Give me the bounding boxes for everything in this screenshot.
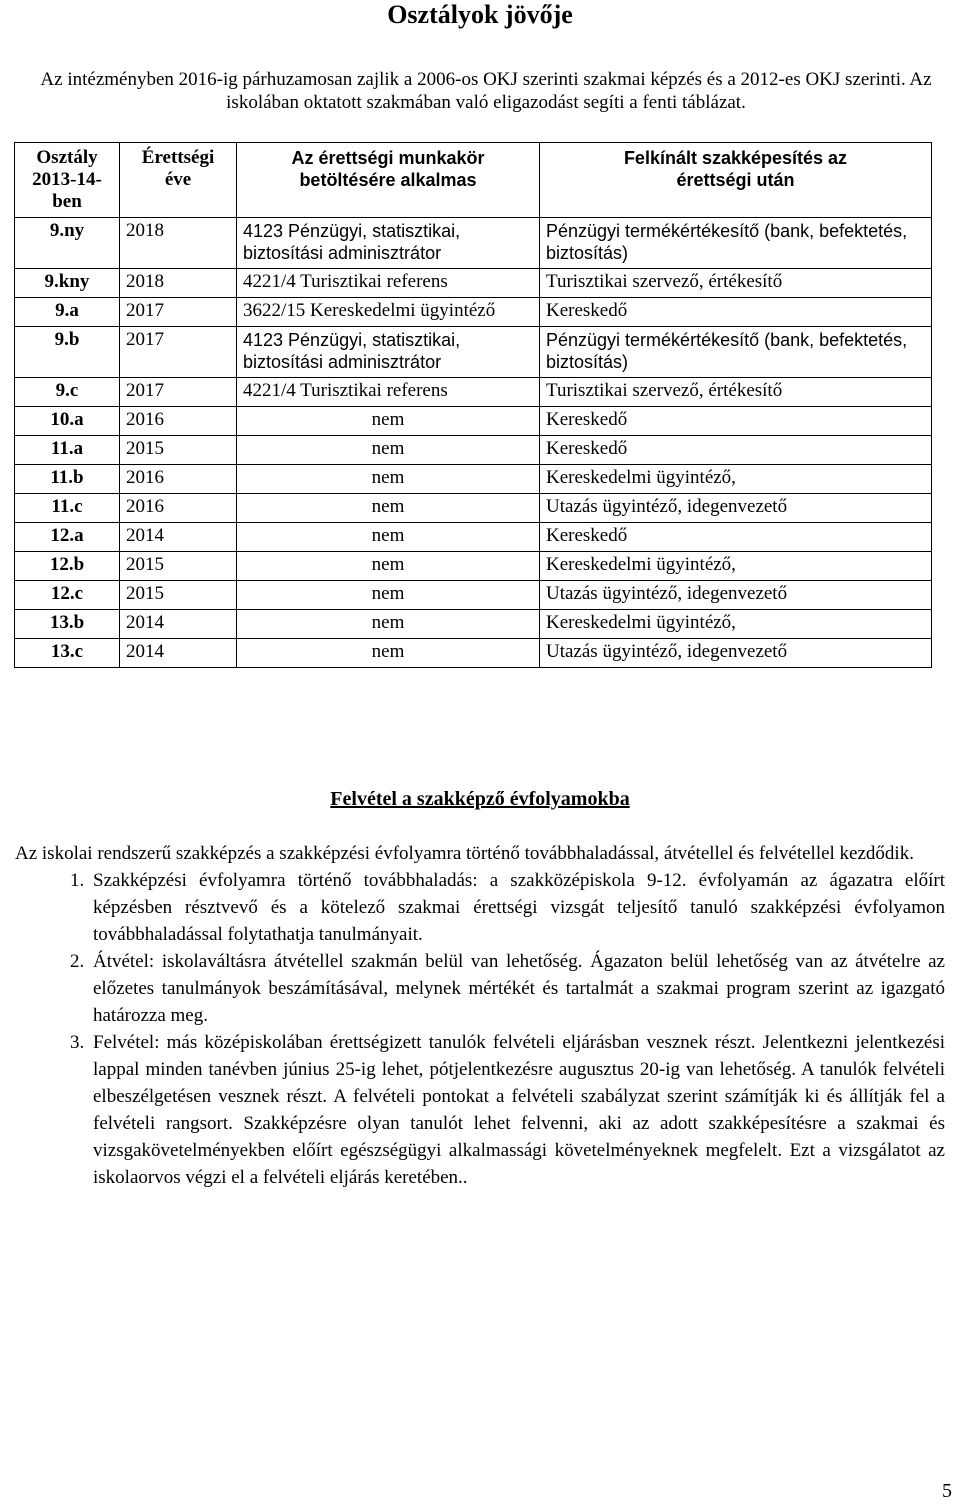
qualification-cell: Kereskedő [540, 436, 932, 465]
class-cell: 9.kny [15, 269, 120, 298]
qualification-cell: Kereskedő [540, 523, 932, 552]
class-cell: 12.c [15, 581, 120, 610]
qualification-cell: Kereskedelmi ügyintéző, [540, 465, 932, 494]
qualification-cell: Kereskedő [540, 407, 932, 436]
qualification-cell: Kereskedelmi ügyintéző, [540, 610, 932, 639]
qualification-cell: Kereskedelmi ügyintéző, [540, 552, 932, 581]
job-cell: nem [237, 610, 540, 639]
job-cell: nem [237, 639, 540, 668]
section-body [15, 840, 945, 1191]
qualification-cell: Turisztikai szervező, értékesítő [540, 269, 932, 298]
job-cell: 4221/4 Turisztikai referens [237, 269, 540, 298]
section-title: Felvétel a szakképző évfolyamokba [330, 788, 630, 810]
job-cell: nem [237, 581, 540, 610]
year-cell: 2017 [120, 327, 237, 378]
class-cell: 9.b [15, 327, 120, 378]
year-cell: 2018 [120, 269, 237, 298]
header-class: Osztály 2013-14- ben [15, 143, 120, 218]
year-cell: 2016 [120, 407, 237, 436]
job-cell: 4123 Pénzügyi, statisztikai, biztosítási adminisztrátor [237, 218, 540, 269]
header-qualification: Felkínált szakképesítés az érettségi után [540, 143, 932, 218]
class-cell: 10.a [15, 407, 120, 436]
year-cell: 2017 [120, 298, 237, 327]
class-cell: 11.a [15, 436, 120, 465]
list-item: 3. Felvétel: más középiskolában érettségizett tanulók felvételi eljárásban vesznek részt. Jelentkezni jelentkezési lappal minden tanévben június 25-ig lehet, pótjelentkezésre augusztus 20-ig van lehetőség. A tanulók felvételi elbeszélgetésen vesznek részt. A felvételi pontokat a felvételi szabályzat szerint számítják ki és állítják fel a felvételi rangsort. Szakképzésre olyan tanulót lehet felvenni, aki az adott szakképesítésre a szakmai és vizsgakövetelményekben előírt egészségügyi alkalmassági követelményeknek megfelelt. Ezt a vizsgálatot az iskolaorvos végzi el a felvételi eljárás keretében.. [89, 1029, 945, 1191]
year-cell: 2014 [120, 639, 237, 668]
table-row [15, 378, 932, 407]
class-cell: 12.a [15, 523, 120, 552]
year-cell: 2015 [120, 552, 237, 581]
qualification-cell: Kereskedő [540, 298, 932, 327]
class-cell: 9.ny [15, 218, 120, 269]
qualification-cell: Utazás ügyintéző, idegenvezető [540, 494, 932, 523]
table-row [15, 552, 932, 581]
job-cell: 4123 Pénzügyi, statisztikai, biztosítási adminisztrátor [237, 327, 540, 378]
class-cell: 9.a [15, 298, 120, 327]
table-row [15, 494, 932, 523]
page-number: 5 [942, 1480, 952, 1502]
header-year: Érettségi éve [120, 143, 237, 218]
job-cell: 3622/15 Kereskedelmi ügyintéző [237, 298, 540, 327]
job-cell: nem [237, 494, 540, 523]
classes-table [14, 142, 932, 668]
list-item: 1. Szakképzési évfolyamra történő továbbhaladás: a szakközépiskola 9-12. évfolyamán az ágazatra előírt képzésben résztvevő és a kötelező szakmai érettségi vizsgát teljesítő tanuló szakképzési évfolyamon továbbhaladással folytathatja tanulmányait. [89, 867, 945, 948]
table-header-row [15, 143, 932, 218]
table-row [15, 581, 932, 610]
table-row [15, 407, 932, 436]
qualification-cell: Pénzügyi termékértékesítő (bank, befektetés, biztosítás) [540, 218, 932, 269]
table-row [15, 269, 932, 298]
qualification-cell: Utazás ügyintéző, idegenvezető [540, 581, 932, 610]
class-cell: 11.c [15, 494, 120, 523]
class-cell: 11.b [15, 465, 120, 494]
year-cell: 2016 [120, 465, 237, 494]
table-row [15, 465, 932, 494]
class-cell: 13.b [15, 610, 120, 639]
job-cell: nem [237, 523, 540, 552]
section-intro: Az iskolai rendszerű szakképzés a szakképzési évfolyamra történő továbbhaladással, átvétellel és felvétellel kezdődik. [15, 843, 914, 864]
qualification-cell: Utazás ügyintéző, idegenvezető [540, 639, 932, 668]
list-item: 2. Átvétel: iskolaváltásra átvétellel szakmán belül van lehetőség. Ágazaton belül lehetőség van az átvételre az előzetes tanulmányok beszámításával, melynek mértékét és tartalmát a szakmai program szerint az igazgató határozza meg. [89, 948, 945, 1029]
table-row [15, 218, 932, 269]
class-cell: 13.c [15, 639, 120, 668]
job-cell: nem [237, 552, 540, 581]
year-cell: 2015 [120, 436, 237, 465]
table-row [15, 298, 932, 327]
table-row [15, 639, 932, 668]
job-cell: nem [237, 436, 540, 465]
class-cell: 12.b [15, 552, 120, 581]
intro-paragraph: Az intézményben 2016-ig párhuzamosan zajlik a 2006-os OKJ szerinti szakmai képzés és a 2012-es OKJ szerinti. Az iskolában oktatott szakmában való eligazodást segíti a fenti táblázat. [40, 69, 932, 113]
year-cell: 2015 [120, 581, 237, 610]
job-cell: 4221/4 Turisztikai referens [237, 378, 540, 407]
class-cell: 9.c [15, 378, 120, 407]
qualification-cell: Pénzügyi termékértékesítő (bank, befektetés, biztosítás) [540, 327, 932, 378]
header-job: Az érettségi munkakör betöltésére alkalmas [237, 143, 540, 218]
job-cell: nem [237, 465, 540, 494]
page-title: Osztályok jövője [387, 0, 573, 29]
job-cell: nem [237, 407, 540, 436]
year-cell: 2017 [120, 378, 237, 407]
table-row [15, 436, 932, 465]
qualification-cell: Turisztikai szervező, értékesítő [540, 378, 932, 407]
table-row [15, 327, 932, 378]
year-cell: 2014 [120, 610, 237, 639]
year-cell: 2018 [120, 218, 237, 269]
table-row [15, 610, 932, 639]
table-row [15, 523, 932, 552]
year-cell: 2014 [120, 523, 237, 552]
admission-list [15, 867, 945, 1191]
year-cell: 2016 [120, 494, 237, 523]
